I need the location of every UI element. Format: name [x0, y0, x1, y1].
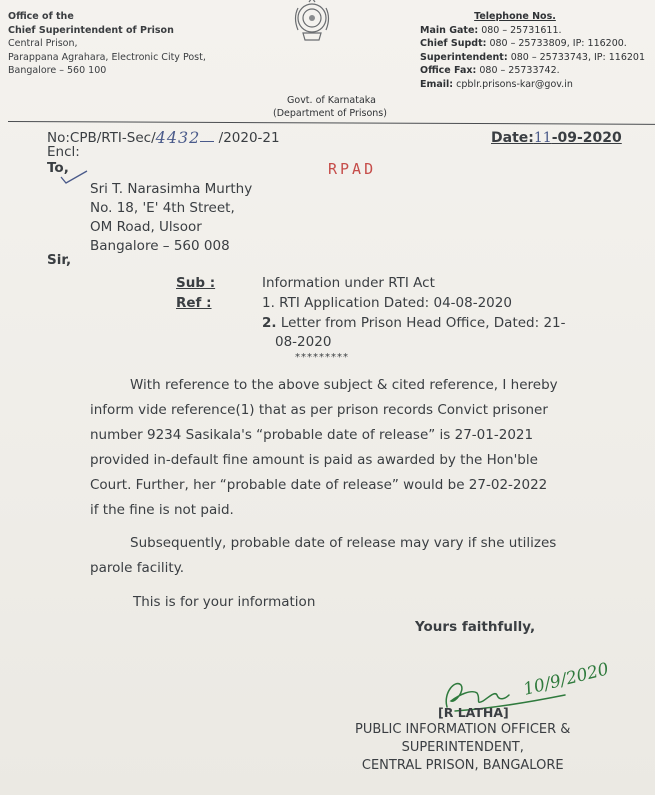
signatory-name: [R LATHA]	[438, 705, 509, 720]
contact-label: Email:	[420, 78, 454, 90]
letterhead-divider	[8, 121, 655, 125]
address-line: No. 18, 'E' 4th Street,	[90, 200, 235, 216]
contact-row	[420, 51, 645, 65]
subject-label: Sub :	[176, 275, 216, 291]
contact-value: 080 – 25731611.	[481, 24, 562, 36]
to-label: To,	[47, 160, 69, 176]
paragraph-line: if the fine is not paid.	[90, 502, 234, 518]
letter-date	[491, 130, 622, 146]
date-label: Date:	[491, 130, 534, 146]
contact-value: 080 – 25733742.	[479, 65, 560, 76]
address-line: OM Road, Ulsoor	[90, 219, 202, 235]
ref-prefix: No:CPB/RTI-Sec/	[47, 130, 156, 146]
office-line: Chief Superintendent of Prison	[8, 24, 174, 36]
enclosure-label: Encl:	[47, 144, 80, 160]
office-line: Bangalore – 560 100	[8, 65, 107, 76]
ref-underline	[200, 141, 214, 142]
signatory-designation	[355, 721, 570, 775]
signature-date: 10/9/2020	[521, 659, 611, 700]
recipient-address	[90, 180, 252, 256]
contact-value: cpblr.prisons-kar@gov.in	[456, 78, 573, 90]
paragraph-line: Court. Further, her “probable date of release” would be 27-02-2022	[90, 477, 548, 493]
state-emblem-icon	[287, 0, 337, 44]
department-name: (Department of Prisons)	[273, 108, 387, 119]
info-line: This is for your information	[133, 594, 316, 610]
paragraph-line: parole facility.	[90, 560, 185, 576]
contact-value: 080 – 25733809, IP: 116200.	[489, 38, 627, 49]
paragraph-line: inform vide reference(1) that as per prison records Convict prisoner	[90, 402, 548, 418]
govt-name: Govt. of Karnataka	[287, 95, 376, 106]
contact-label: Chief Supdt:	[420, 38, 487, 49]
office-line: Parappana Agrahara, Electronic City Post,	[8, 51, 206, 63]
reference-number	[47, 127, 280, 146]
contact-value: 080 – 25733743, IP: 116201	[510, 51, 646, 63]
contact-label: Main Gate:	[420, 24, 479, 36]
closing: Yours faithfully,	[415, 619, 536, 635]
reference-text-2: Letter from Prison Head Office, Dated: 21-	[276, 315, 566, 331]
subject-text: Information under RTI Act	[262, 275, 435, 291]
telephone-heading: Telephone Nos.	[474, 11, 556, 22]
reference-item: 1. RTI Application Dated: 04-08-2020	[262, 295, 512, 311]
address-line: Bangalore – 560 008	[90, 238, 230, 254]
paragraph-line: number 9234 Sasikala's “probable date of release” is 27-01-2021	[90, 427, 534, 443]
reference-continuation: 08-2020	[275, 334, 332, 350]
reference-label: Ref :	[176, 295, 212, 311]
separator-stars: *********	[295, 352, 349, 363]
reference-number-2: 2.	[262, 315, 277, 331]
reference-item	[262, 315, 566, 331]
designation-line: SUPERINTENDENT,	[401, 740, 524, 755]
salutation: Sir,	[47, 252, 72, 268]
contact-row	[420, 78, 645, 92]
contact-row	[420, 64, 645, 78]
office-line: Office of the	[8, 11, 74, 22]
contact-row	[420, 37, 645, 51]
telephone-block	[420, 10, 645, 91]
office-line: Central Prison,	[8, 38, 78, 49]
office-address-block	[8, 10, 206, 78]
date-handwritten: 11	[533, 130, 552, 146]
contact-row	[420, 24, 645, 38]
date-suffix: -09-2020	[551, 130, 622, 146]
body-paragraph	[90, 531, 610, 581]
contact-label: Office Fax:	[420, 65, 477, 76]
contact-label: Superintendent:	[420, 51, 508, 63]
ref-suffix: /2020-21	[214, 130, 280, 146]
ref-handwritten: 4432	[155, 128, 201, 147]
body-paragraph	[90, 373, 610, 523]
paragraph-line: Subsequently, probable date of release may vary if she utilizes	[130, 535, 557, 551]
paragraph-line: provided in-default fine amount is paid as awarded by the Hon'ble	[90, 452, 538, 468]
address-line: Sri T. Narasimha Murthy	[90, 181, 253, 197]
designation-line: PUBLIC INFORMATION OFFICER &	[355, 722, 571, 737]
govt-block	[271, 94, 387, 120]
designation-line: CENTRAL PRISON, BANGALORE	[361, 758, 564, 773]
paragraph-line: With reference to the above subject & cited reference, I hereby	[130, 377, 558, 393]
check-mark-icon	[60, 170, 88, 184]
rpad-stamp: RPAD	[328, 160, 377, 178]
